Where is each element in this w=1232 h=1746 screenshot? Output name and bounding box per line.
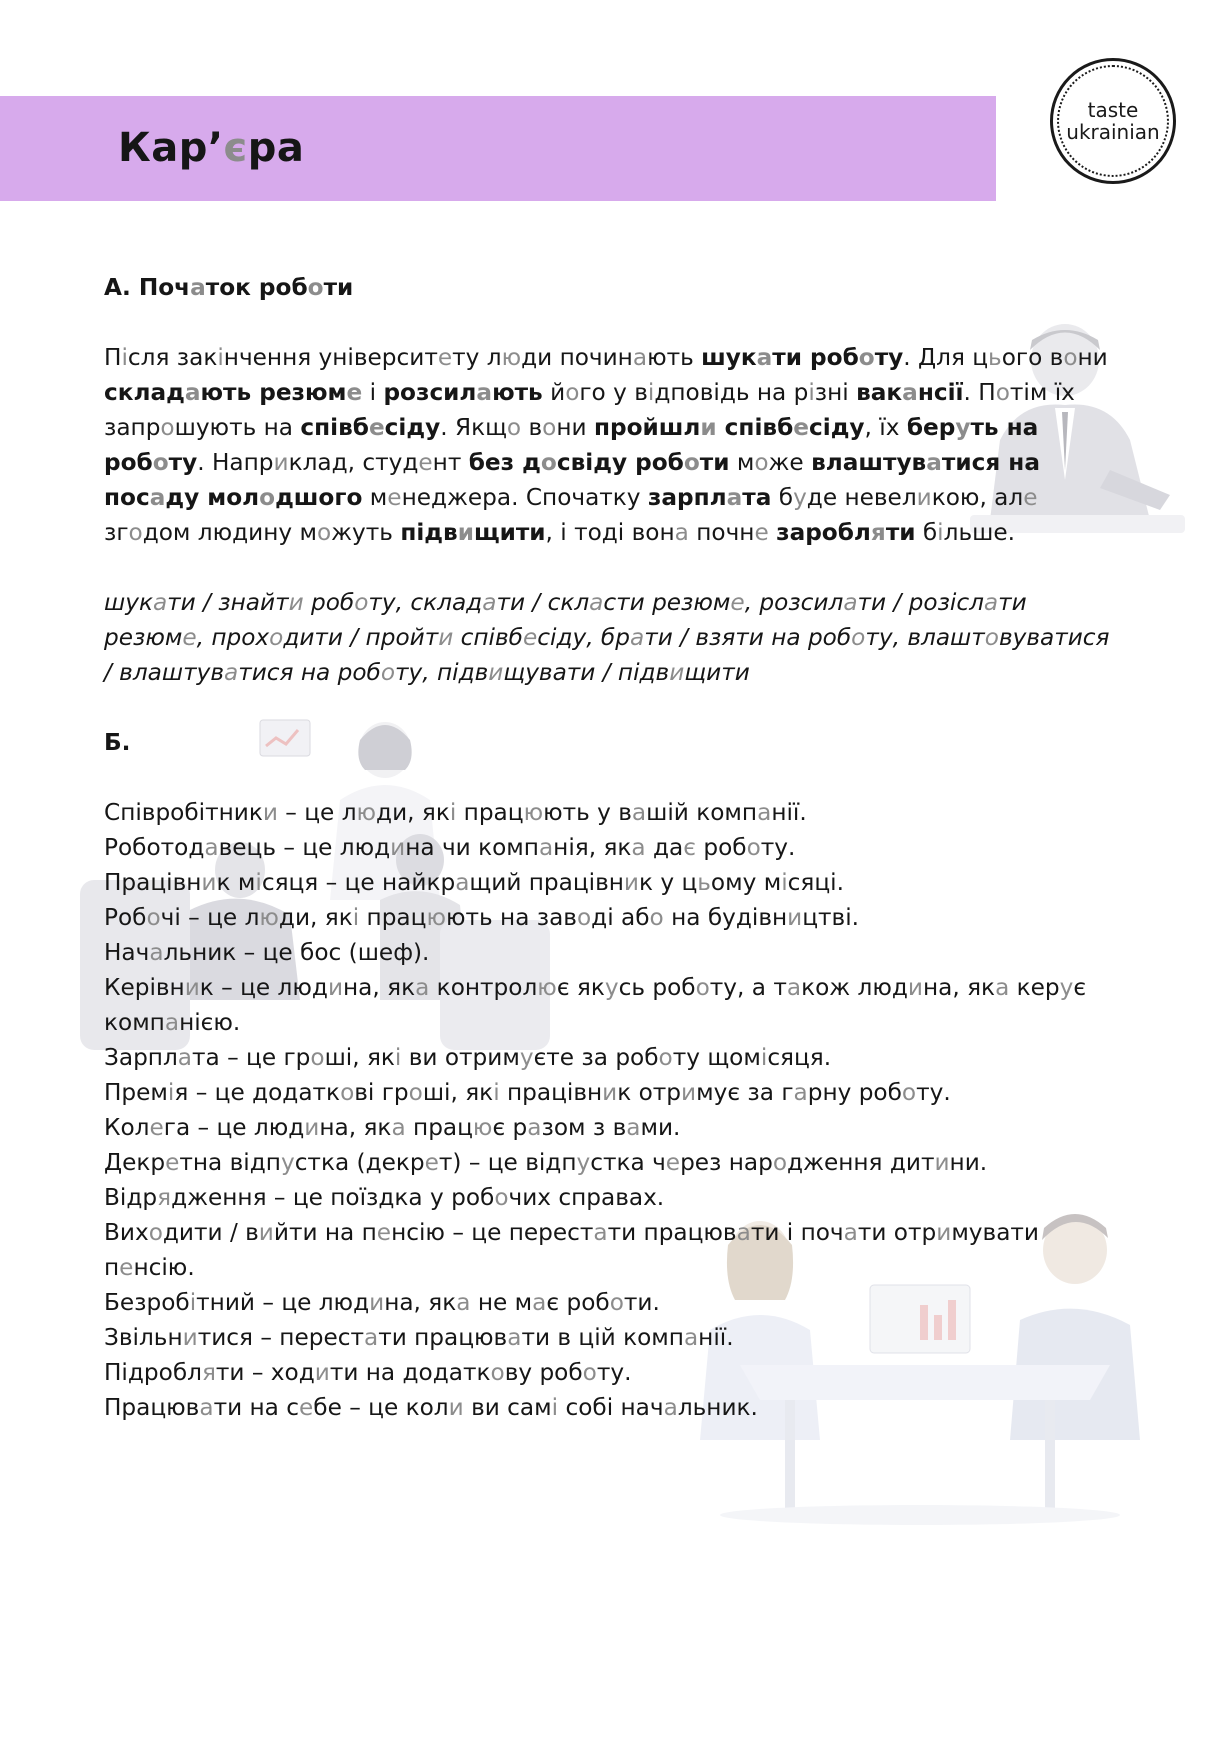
definition-item: Підробляти – ходити на додаткову роботу. [104,1359,632,1386]
definitions-list [104,795,1124,1425]
section-a-heading: А. Початок роботи [104,274,354,301]
section-a-paragraph: Після закінчення університету люди починають шукати роботу. Для цього вони складають резюме і розсилають його у відповідь на різні вакансії. Потім їх запрошують на співбесіду. Якщо вони пройшли співбесіду, їх беруть на роботу. Наприклад, студент без досвіду роботи може влаштуватися на посаду молодшого менеджера. Спочатку зарплата буде невеликою, але згодом людину можуть підвищити, і тоді вона почне заробляти більше. [104,344,1108,546]
page-title: Кар’єра [118,125,305,171]
definition-item: Працювати на себе – це коли ви самі собі начальник. [104,1394,758,1421]
definition-item: Декретна відпустка (декрет) – це відпустка через народження дитини. [104,1149,988,1176]
definition-item: Роботодавець – це людина чи компанія, яка дає роботу. [104,834,796,861]
definition-item: Керівник – це людина, яка контролює якусь роботу, а також людина, яка керує компанією. [104,974,1087,1036]
definition-item: Безробітний – це людина, яка не має роботи. [104,1289,660,1316]
section-b-heading: Б. [104,729,131,756]
definition-item: Працівник місяця – це найкращий працівник у цьому місяці. [104,869,844,896]
definition-item: Премія – це додаткові гроші, які працівник отримує за гарну роботу. [104,1079,951,1106]
definition-item: Відрядження – це поїздка у робочих справах. [104,1184,665,1211]
definition-item: Начальник – це бос (шеф). [104,939,430,966]
logo-text-taste: taste [1087,98,1139,122]
definition-item: Співробітники – це люди, які працюють у вашій компанії. [104,799,807,826]
page-content [104,270,1124,1425]
definition-item: Колега – це людина, яка працює разом з вами. [104,1114,681,1141]
definition-item: Виходити / вийти на пенсію – це перестати працювати і почати отримувати пенсію. [104,1219,1039,1281]
definition-item: Зарплата – це гроші, які ви отримуєте за роботу щомісяця. [104,1044,832,1071]
definition-item: Звільнитися – перестати працювати в цій компанії. [104,1324,734,1351]
taste-ukrainian-logo [1050,58,1176,184]
section-a-examples: шукати / знайти роботу, складати / скласти резюме, розсилати / розіслати резюме, проходити / пройти співбесіду, брати / взяти на роботу, влаштовуватися / влаштуватися на роботу, підвищувати / підвищити [104,589,1110,686]
logo-text-ukrainian: ukrainian [1066,120,1160,144]
definition-item: Робочі – це люди, які працюють на заводі або на будівництві. [104,904,860,931]
